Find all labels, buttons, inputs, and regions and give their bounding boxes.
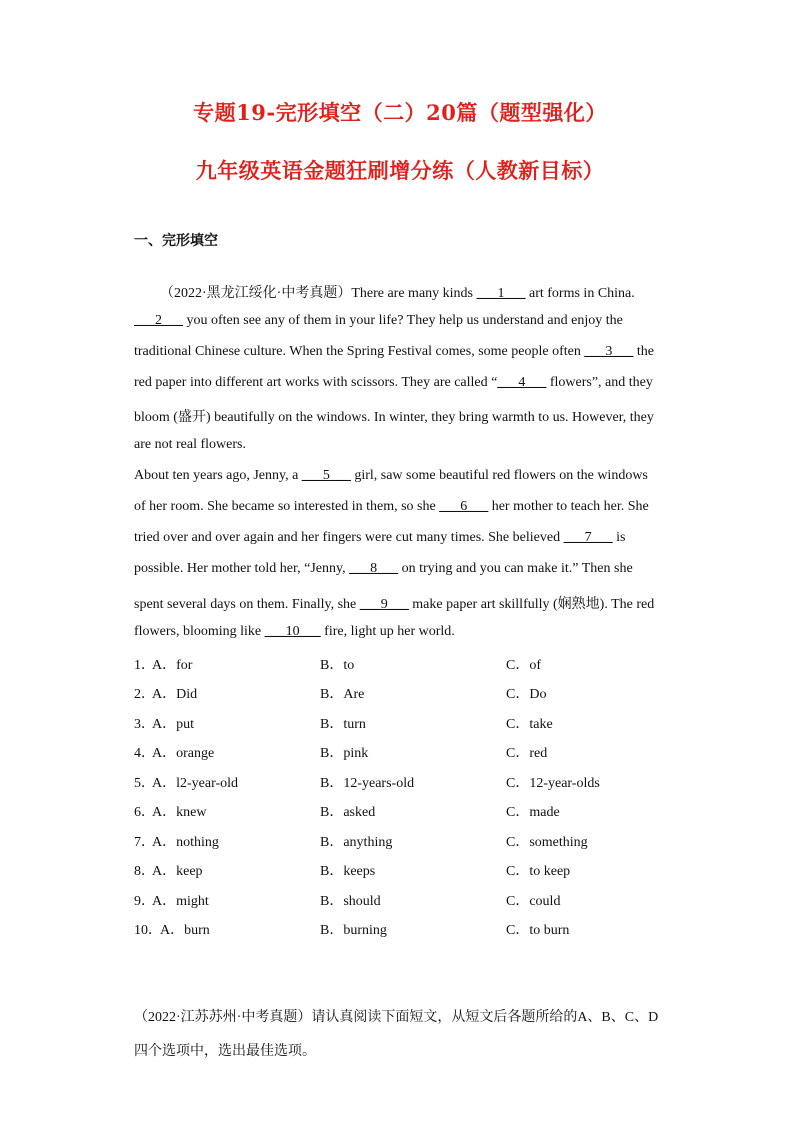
question-number: 8． [134, 864, 155, 879]
option-b: B．turn [320, 717, 366, 732]
option-c: C．red [506, 746, 548, 761]
document-title: 专题19-完形填空（二）20篇（题型强化） [193, 100, 607, 125]
option-b: B．asked [320, 805, 376, 820]
passage-line [134, 561, 633, 577]
option-b: B．Are [320, 687, 365, 702]
option-row [134, 683, 734, 703]
passage-text: is [612, 530, 626, 545]
option-a: A．Did [152, 687, 198, 702]
passage-line [134, 530, 625, 546]
question-number: 6． [134, 805, 155, 820]
passage2-intro-line: 四个选项中，选出最佳选项。 [134, 1044, 316, 1059]
passage-line [134, 313, 623, 329]
blank-5: ___5___ [301, 468, 351, 483]
option-b: B．12-years-old [320, 776, 415, 791]
document-subtitle: 九年级英语金题狂刷增分练（人教新目标） [195, 158, 605, 183]
option-row [134, 742, 734, 762]
option-c: C．of [506, 658, 541, 673]
passage-text: red paper into different art works with scissors. They are called “ [134, 375, 498, 390]
option-row [134, 772, 734, 792]
option-a: A．l2-year-old [152, 776, 239, 791]
blank-4: ___4___ [497, 375, 547, 390]
passage-text: traditional Chinese culture. When the Spring Festival comes, some people often [134, 344, 585, 359]
option-a: A．nothing [152, 835, 219, 850]
option-c: C．Do [506, 687, 547, 702]
passage-text: make paper art skillfully (娴熟地). The red [408, 597, 655, 612]
option-c: C．12-year-olds [506, 776, 600, 791]
passage-line [134, 344, 654, 360]
option-a: A．knew [152, 805, 207, 820]
blank-8: ___8___ [349, 561, 399, 576]
option-row [134, 713, 734, 733]
passage-text: girl, saw some beautiful red flowers on the windows [350, 468, 648, 483]
passage-text: About ten years ago, Jenny, a [134, 468, 302, 483]
option-a: A．keep [152, 864, 203, 879]
option-row [134, 890, 734, 910]
blank-3: ___3___ [584, 344, 634, 359]
blank-7: ___7___ [563, 530, 613, 545]
option-c: C．could [506, 894, 561, 909]
passage-line [134, 593, 654, 613]
blank-10: ___10___ [264, 624, 321, 639]
passage-line: bloom (盛开) beautifully on the windows. In winter, they bring warmth to us. However, they [134, 410, 654, 425]
question-number: 3． [134, 717, 155, 732]
option-c: C．something [506, 835, 588, 850]
passage-line [160, 282, 635, 302]
passage-line [134, 624, 455, 640]
passage-text: tried over and over again and her fingers were cut many times. She believed [134, 530, 564, 545]
passage-text: spent several days on them. Finally, she [134, 597, 360, 612]
blank-2: ___2___ [134, 313, 183, 328]
option-b: B．burning [320, 923, 387, 938]
option-c: C．to burn [506, 923, 570, 938]
passage-text: of her room. She became so interested in them, so she [134, 499, 440, 514]
option-row [134, 801, 734, 821]
question-number: 9． [134, 894, 155, 909]
passage-text: flowers”, and they [546, 375, 653, 390]
blank-1: ___1___ [476, 286, 526, 301]
option-a: A．might [152, 894, 209, 909]
option-row [134, 831, 734, 851]
option-c: C．take [506, 717, 553, 732]
option-a: A．put [152, 717, 194, 732]
passage-line [134, 499, 649, 515]
passage-text: the [633, 344, 654, 359]
option-c: C．to keep [506, 864, 571, 879]
option-b: B．keeps [320, 864, 376, 879]
question-number: 7． [134, 835, 155, 850]
passage-line [134, 375, 653, 391]
option-b: B．pink [320, 746, 369, 761]
question-number: 4． [134, 746, 155, 761]
option-row [134, 654, 734, 674]
passage-line: are not real flowers. [134, 437, 246, 452]
section-heading: 一、完形填空 [134, 233, 218, 249]
option-a: A．burn [160, 923, 210, 938]
passage-line [134, 468, 648, 484]
passage2-intro-line: （2022·江苏苏州·中考真题）请认真阅读下面短文，从短文后各题所给的A、B、C、D [134, 1010, 659, 1025]
option-row [134, 919, 734, 939]
option-b: B．should [320, 894, 381, 909]
option-b: B．anything [320, 835, 393, 850]
passage-text: on trying and you can make it.” Then she [398, 561, 633, 576]
passage-text: fire, light up her world. [320, 624, 455, 639]
option-row [134, 860, 734, 880]
option-b: B．to [320, 658, 355, 673]
question-number: 2． [134, 687, 155, 702]
question-number: 5． [134, 776, 155, 791]
question-number: 1． [134, 658, 155, 673]
option-a: A．for [152, 658, 193, 673]
passage-text: （2022·黑龙江绥化·中考真题）There are many kinds [160, 286, 477, 301]
option-c: C．made [506, 805, 560, 820]
passage-text: you often see any of them in your life? They help us understand and enjoy the [183, 313, 623, 328]
question-number: 10． [134, 923, 162, 938]
passage-text: flowers, blooming like [134, 624, 265, 639]
blank-9: ___9___ [359, 597, 409, 612]
passage-text: possible. Her mother told her, “Jenny, [134, 561, 350, 576]
passage-text: her mother to teach her. She [488, 499, 649, 514]
passage-text: art forms in China. [525, 286, 635, 301]
option-a: A．orange [152, 746, 215, 761]
blank-6: ___6___ [439, 499, 489, 514]
